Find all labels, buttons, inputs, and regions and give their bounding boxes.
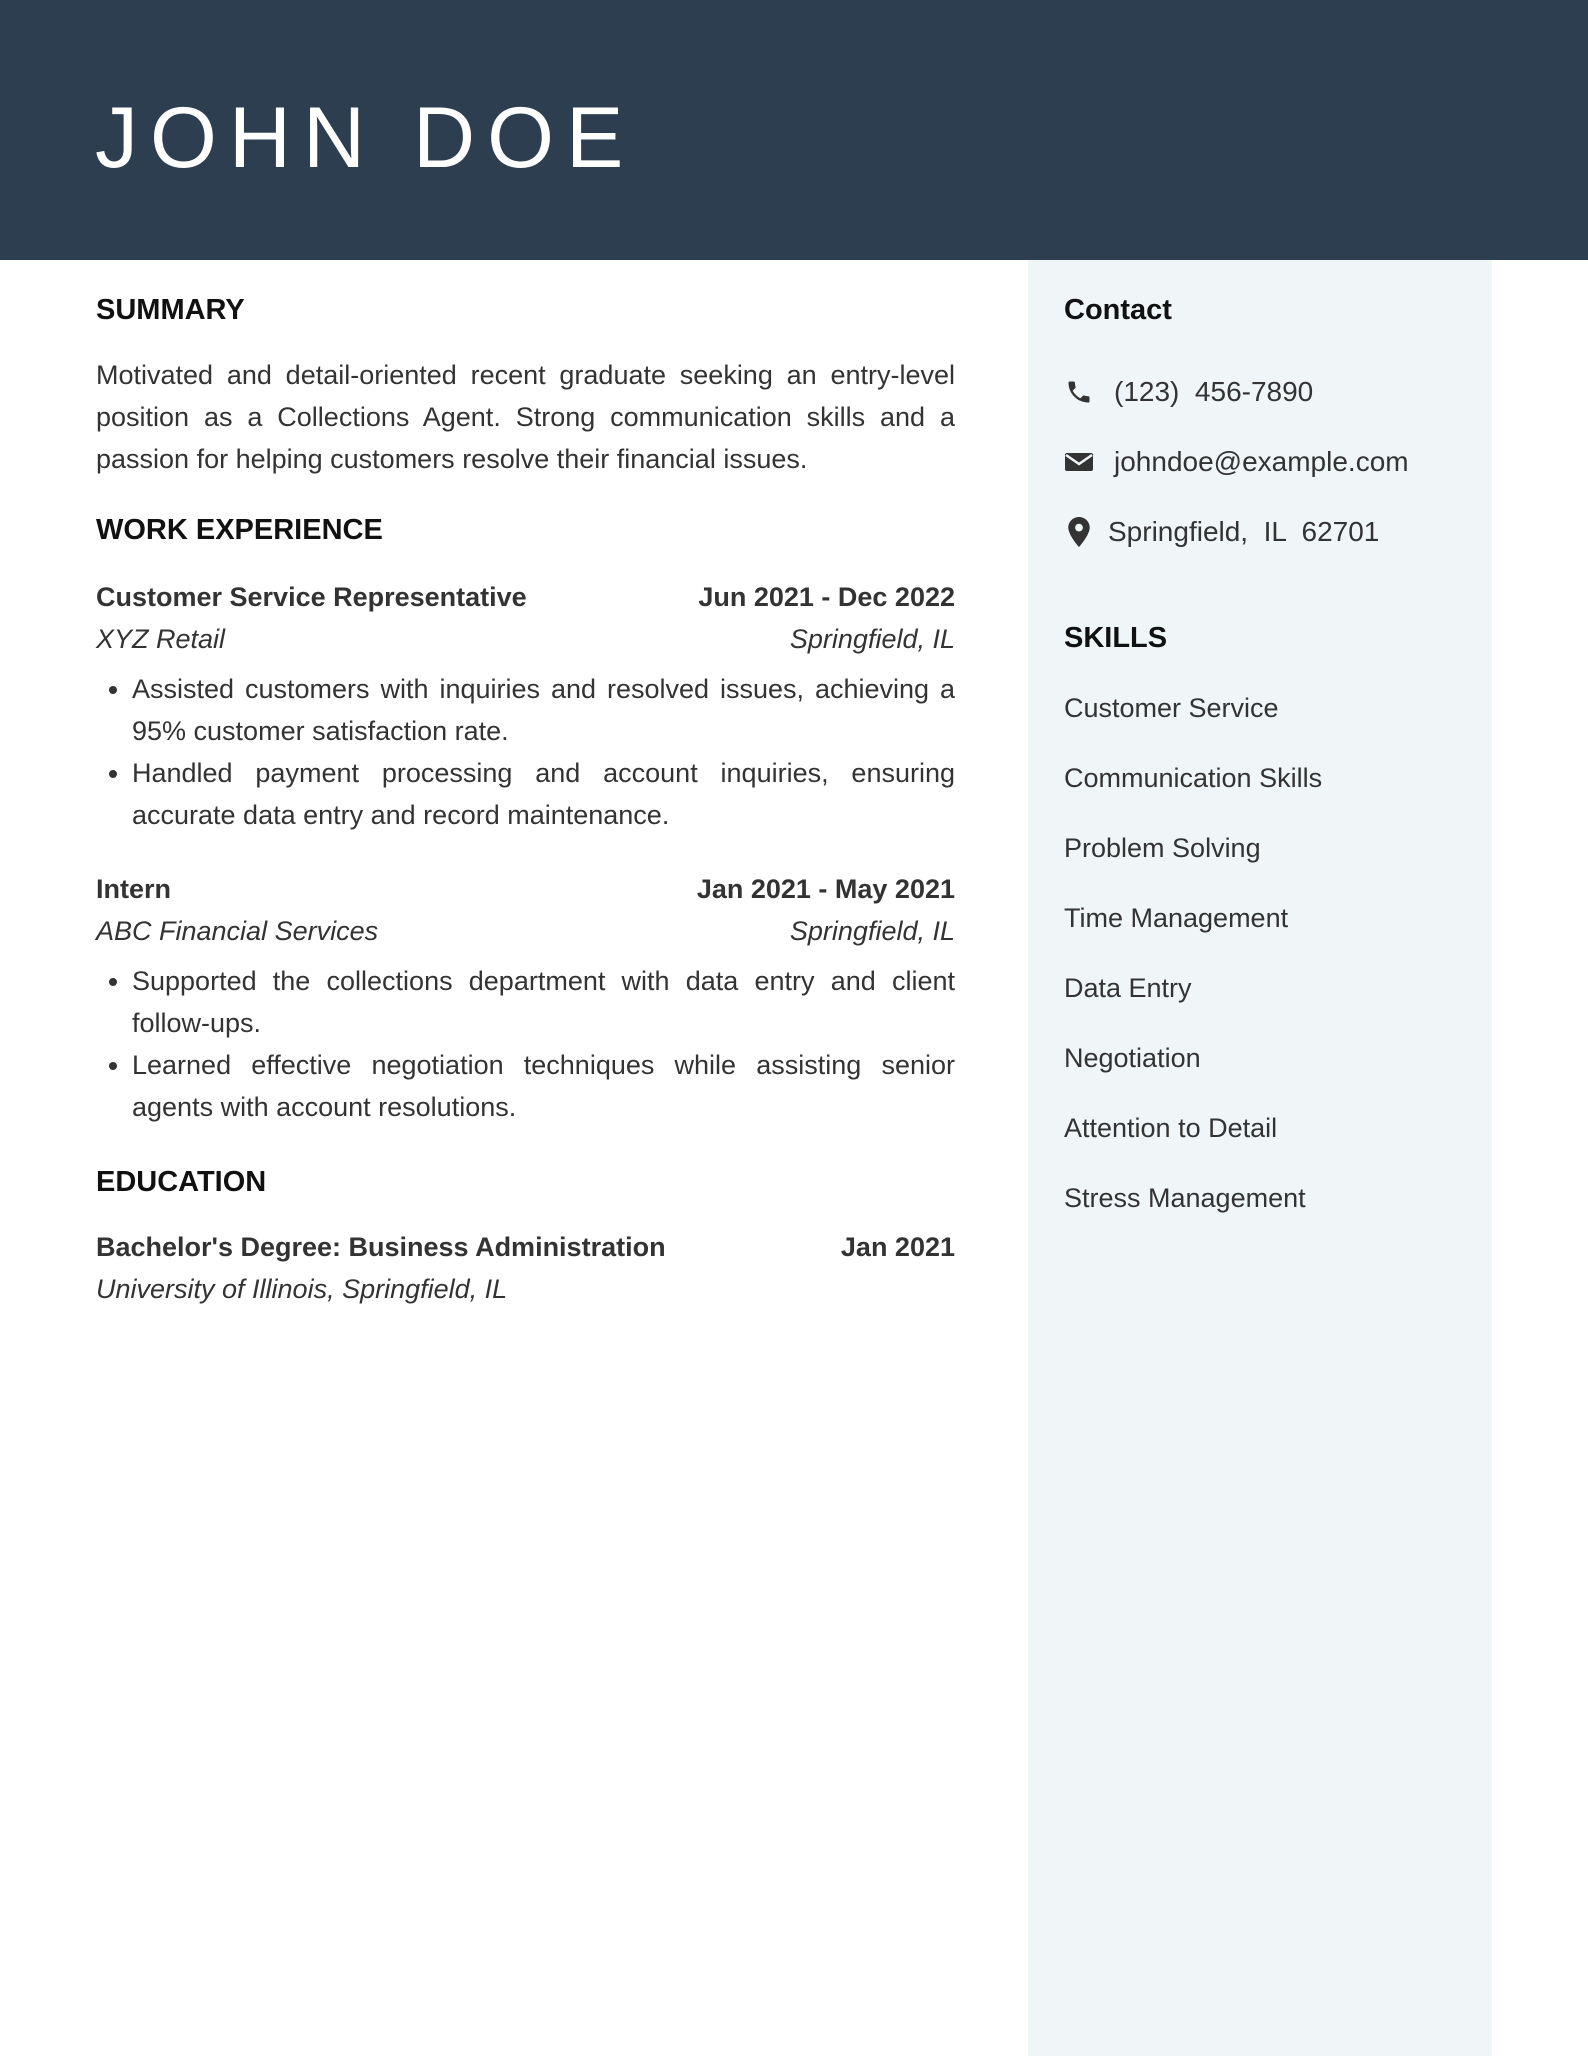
skill-item: Attention to Detail (1064, 1113, 1278, 1143)
job-entry (96, 868, 955, 1128)
contact-phone (1064, 374, 1313, 410)
map-marker-icon (1064, 517, 1094, 547)
phone-icon (1064, 377, 1094, 407)
job-title: Customer Service Representative (96, 582, 527, 612)
job-dates: Jun 2021 - Dec 2022 (698, 582, 955, 612)
skill-item: Negotiation (1064, 1043, 1201, 1073)
work-experience-heading: WORK EXPERIENCE (96, 514, 383, 546)
candidate-name: JOHN DOE (95, 90, 636, 186)
job-entry (96, 576, 955, 836)
summary-text: Motivated and detail-oriented recent graduate seeking an entry-level position as a Collections Agent. Strong communication skills and a passion for helping customers resolve their financial issues. (96, 360, 955, 474)
contact-email-text: johndoe@example.com (1114, 446, 1409, 477)
summary-section (96, 292, 955, 480)
graduation-date: Jan 2021 (840, 1232, 955, 1262)
skill-item: Time Management (1064, 903, 1289, 933)
main-column (96, 260, 955, 1310)
school: University of Illinois, Springfield, IL (96, 1274, 508, 1304)
degree: Bachelor's Degree: Business Administration (96, 1232, 666, 1262)
job-location: Springfield, IL (789, 624, 955, 654)
job-bullets (96, 668, 955, 836)
skill-item: Communication Skills (1064, 763, 1323, 793)
contact-heading: Contact (1064, 294, 1172, 326)
education-entry (96, 1226, 955, 1310)
education-section (96, 1164, 955, 1310)
job-bullet: • Assisted customers with inquiries and resolved issues, achieving a 95% customer satisfaction rate. (132, 668, 955, 752)
job-dates: Jan 2021 - May 2021 (696, 874, 955, 904)
skill-item: Data Entry (1064, 973, 1192, 1003)
job-bullet: • Supported the collections department with data entry and client follow-ups. (132, 960, 955, 1044)
job-location: Springfield, IL (789, 916, 955, 946)
contact-location (1064, 514, 1379, 550)
job-company: ABC Financial Services (96, 916, 379, 946)
job-title: Intern (96, 874, 172, 904)
contact-email (1064, 444, 1409, 480)
work-experience-section (96, 512, 955, 1128)
job-bullets (96, 960, 955, 1128)
skills-heading: SKILLS (1064, 622, 1168, 654)
sidebar (1028, 260, 1492, 2056)
contact-location-text: Springfield, IL 62701 (1108, 516, 1380, 547)
job-bullet: • Handled payment processing and account inquiries, ensuring accurate data entry and record maintenance. (132, 752, 955, 836)
header-banner (0, 0, 1588, 260)
skill-item: Stress Management (1064, 1183, 1306, 1213)
education-heading: EDUCATION (96, 1166, 267, 1198)
job-company: XYZ Retail (96, 624, 226, 654)
summary-heading: SUMMARY (96, 294, 245, 326)
envelope-icon (1064, 447, 1094, 477)
skill-item: Customer Service (1064, 693, 1279, 723)
skill-item: Problem Solving (1064, 833, 1261, 863)
contact-phone-text: (123) 456-7890 (1114, 376, 1314, 407)
job-bullet: • Learned effective negotiation techniques while assisting senior agents with account resolutions. (132, 1044, 955, 1128)
